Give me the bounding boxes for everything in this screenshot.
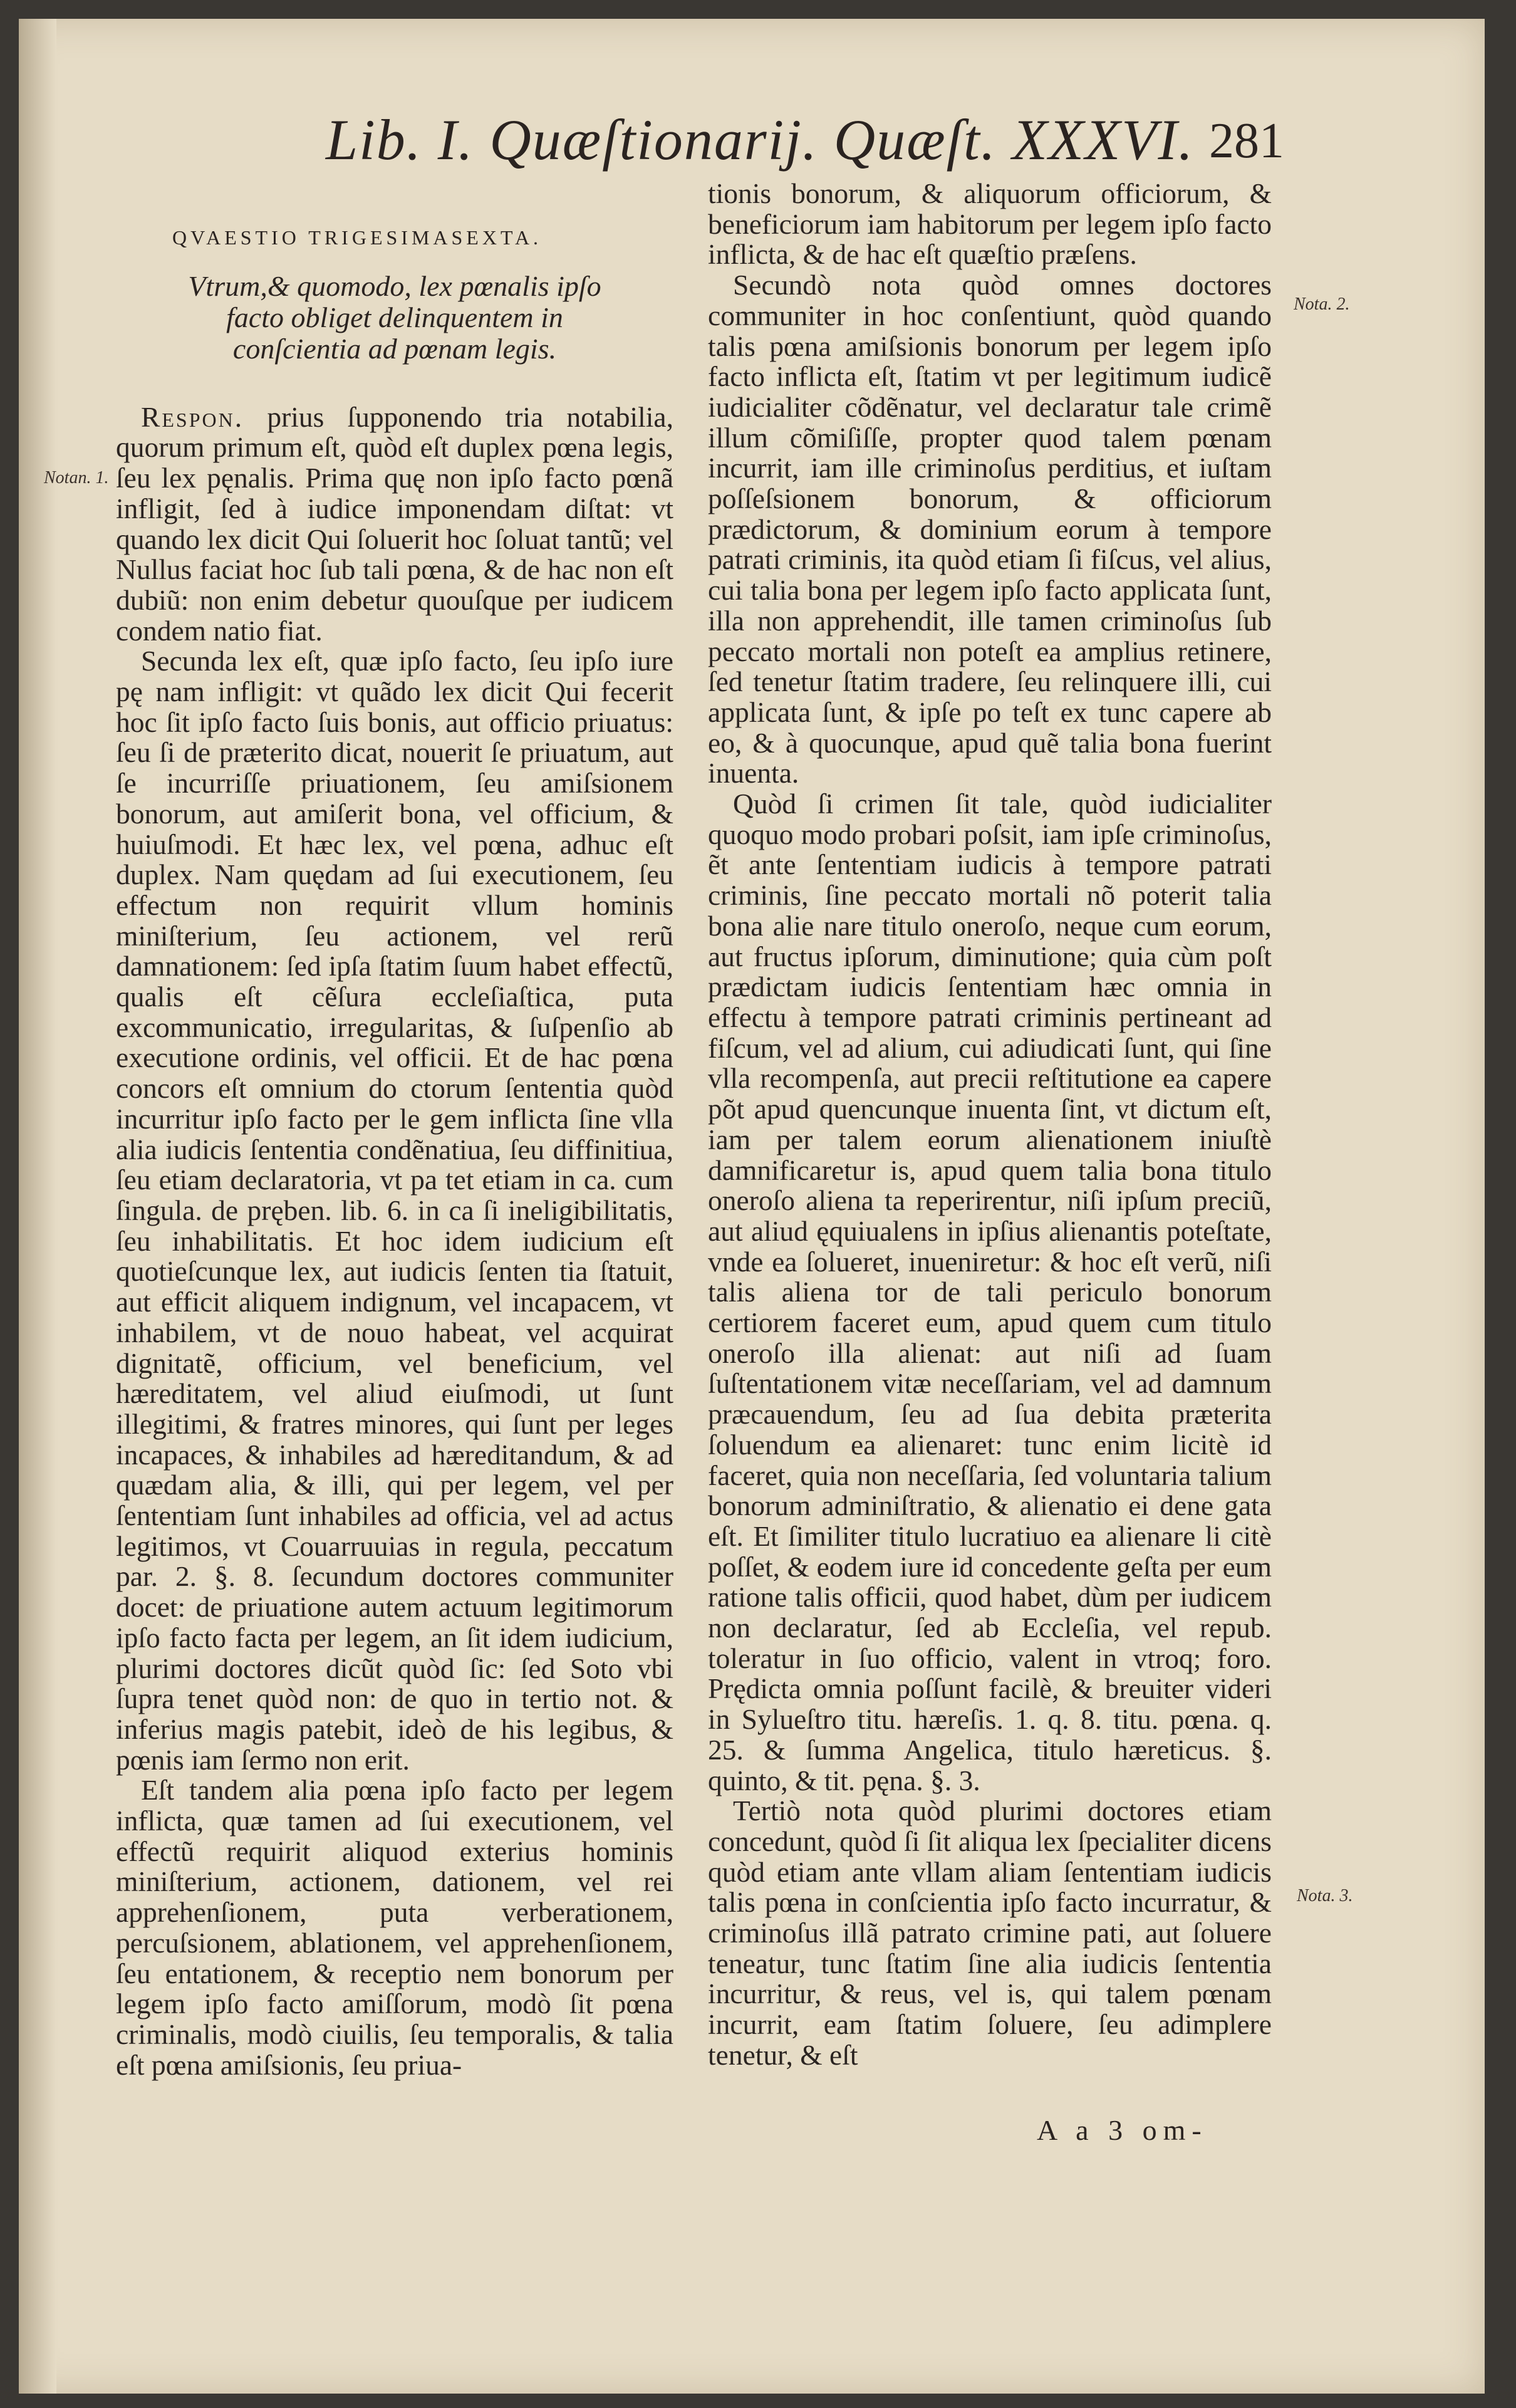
paragraph: Secunda lex eſt, quæ ipſo facto, ſeu ipſo iure pę nam infligit: vt quãdo lex dicit Qui fecerit hoc ſit ipſo facto ſuis bonis, aut officio priuatus: ſeu ſi de præterito dicat, nouerit ſe priuatum, aut ſe incurriſſe priuationem, ſeu amiſsionem bonorum, aut amiſerit bona, vel officium, & huiuſmodi. Et hæc lex, vel pœna, adhuc eſt duplex. Nam quędam ad ſui executionem, ſeu effectum non requirit vllum hominis miniſterium, ſeu actionem, vel rerũ damnationem: ſed ipſa ſtatim ſuum habet effectũ, qualis eſt cẽſura eccleſiaſtica, puta excommunicatio, irregularitas, & ſuſpenſio ab executione ordinis, vel officii. Et de hac pœna concors eſt omnium do ctorum ſententia quòd incurritur ipſo facto per le gem inflicta ſine vlla alia iudicis ſententia condẽnatiua, ſeu diffinitiua, ſeu etiam declaratoria, vt pa tet etiam in ca. cum ſingula. de pręben. lib. 6. in ca ſi ineligibilitatis, ſeu inhabilitatis. Et hoc idem iudicium eſt quotieſcunque lex, aut iudicis ſenten tia ſtatuit, aut efficit aliquem indignum, vel incapacem, vt inhabilem, vt de nouo habeat, vel acquirat dignitatẽ, officium, vel beneficium, vel hæreditatem, vel aliud eiuſmodi, ut ſunt illegitimi, & fratres minores, qui ſunt per leges incapaces, & inhabiles ad hæreditandum, & ad quædam alia, & illi, qui per legem, vel per ſententiam ſunt inhabiles ad officia, vel ad actus legitimos, vt Couarruuias in regula, peccatum par. 2. §. 8. ſecundum doctores communiter docet: de priuatione autem actuum legitimorum ipſo facto facta per legem, an ſit idem iudicium, plurimi doctores dicũt quòd ſic: ſed Soto vbi ſupra tenet quòd non: de quo in tertio not. & inferius magis patebit, ideò de his legibus, & pœnis iam ſermo non erit. xyxy=(116,645,673,1776)
question-heading: QVAESTIO TRIGESIMASEXTA. xyxy=(172,226,543,249)
page-gutter xyxy=(19,19,56,2394)
paragraph: Secundò nota quòd omnes doctores communiter in hoc conſentiunt, quòd quando talis pœna amiſsionis bonorum per legem ipſo facto inflicta eſt, ſtatim vt per legitimum iudicẽ iudicialiter cõdẽnatur, vel declaratur tale crimẽ illum cõmiſiſſe, propter quod talem pœnam incurrit, iam ille criminoſus perditius, et iuſtam poſſeſsionem bonorum, & officiorum prædictorum, & dominium eorum à tempore patrati criminis, ita quòd etiam ſi fiſcus, vel alius, cui talia bona per legem ipſo facto applicata ſunt, illa non apprehendit, ille tamen criminoſus ſub peccato mortali non poteſt ea amplius retinere, ſed tenetur ſtatim tradere, ſeu relinquere illi, cui applicata ſunt, & ipſe po teſt ex tunc capere ab eo, & à quocunque, apud quẽ talia bona fuerint inuenta. xyxy=(708,269,1272,790)
question-subtitle: Vtrum,& quomodo, lex pœnalis ipſo facto obliget delinquentem in conſcientia ad pœnam legis. xyxy=(188,269,601,365)
signature-mark: A a 3 om- xyxy=(1037,2114,1208,2146)
margin-note: Notan. 1. xyxy=(44,468,109,487)
response-lead: Respon. xyxy=(141,400,244,433)
left-column xyxy=(116,179,673,2080)
book-page xyxy=(19,19,1485,2394)
paragraph: Quòd ſi crimen ſit tale, quòd iudicialiter quoquo modo probari poſsit, iam ipſe criminoſus, ẽt ante ſententiam iudicis à tempore patrati criminis, ſine peccato mortali nõ poterit talia bona alie nare titulo oneroſo, neque cum eorum, aut fructus ipſorum, diminutione; quia cùm poſt prædictam iudicis ſententiam hæc omnia in effectu à tempore patrati criminis pertineant ad fiſcum, vel ad alium, cui adiudicati ſunt, qui ſine vlla recompenſa, aut precii reſtitutione ea capere põt apud quencunque inuenta ſint, vt dictum eſt, iam per talem eorum alienationem iniuſtè damnificaretur is, apud quem talia bona titulo oneroſo aliena ta reperirentur, niſi ipſum preciũ, aut aliud ęquiualens in ipſius alienantis poteſtate, vnde ea ſolueret, inueniretur: & hoc eſt verũ, niſi talis aliena tor de tali periculo bonorum certiorem faceret eum, apud quem cum titulo oneroſo illa alienat: aut niſi ad ſuam ſuſtentationem vitæ neceſſariam, vel ad damnum præcauendum, ſeu ad ſua debita præterita ſoluendum ea alienaret: tunc enim licitè id faceret, quia non neceſſaria, ſed voluntaria talium bonorum adminiſtratio, & alienatio ei dene gata eſt. Et ſimiliter titulo lucratiuo ea alienare li citè poſſet, & eodem iure id concedente geſta per eum ratione talis officii, quod habet, dùm per iudicem non declaratur, ſed ab Eccleſia, vel repub. toleratur in ſuo officio, valent in vtroq; foro. Prędicta omnia poſſunt facilè, & breuiter videri in Sylueſtro titu. hæreſis. 1. q. 8. titu. pœna. q. 25. & ſumma Angelica, titulo hæreticus. §. quinto, & tit. pęna. §. 3. xyxy=(708,788,1272,1796)
paragraph: tionis bonorum, & aliquorum officiorum, & beneficiorum iam habitorum per legem ipſo facto inflicta, & de hac eſt quæſtio præſens. xyxy=(708,177,1272,271)
paragraph-text: prius ſupponendo tria notabilia, quorum primum eſt, quòd eſt duplex pœna legis, ſeu lex pęnalis. Prima quę non ipſo facto pœnã infligit, ſed à iudice imponendam diſtat: vt quando lex dicit Qui ſoluerit hoc ſoluat tantũ; vel Nullus faciat hoc ſub tali pœna, & de hac non eſt dubiũ: non enim debetur quouſque per iudicem condem natio fiat. xyxy=(116,400,674,647)
paragraph: Tertiò nota quòd plurimi doctores etiam concedunt, quòd ſi ſit aliqua lex ſpecialiter dicens quòd etiam ante vllam aliam ſententiam iudicis talis pœna in conſcientia ipſo facto incurratur, & criminoſus illã patrato crimine pati, aut ſoluere teneatur, tunc ſtatim ſine alia iudicis ſententia incurritur, & reus, vel is, qui talem pœnam incurrit, eam ſtatim ſoluere, ſeu adimplere tenetur, & eſt xyxy=(708,1795,1272,2071)
margin-note: Nota. 2. xyxy=(1294,294,1350,314)
running-title: Lib. I. Quæſtionarij. Quæſt. XXXVI. xyxy=(326,108,1195,172)
right-column xyxy=(708,179,1272,2071)
page-number: 281 xyxy=(1209,113,1284,169)
margin-note: Nota. 3. xyxy=(1297,1886,1353,1905)
page-header xyxy=(19,107,1485,175)
paragraph xyxy=(116,402,673,647)
paragraph: Eſt tandem alia pœna ipſo facto per legem inflicta, quæ tamen ad ſui executionem, vel effectũ requirit aliquod exterius hominis miniſterium, actionem, dationem, vel rei apprehenſionem, puta verberationem, percuſsionem, ablationem, vel apprehenſionem, ſeu entationem, & receptio nem bonorum per legem ipſo facto amiſſorum, modò ſit pœna criminalis, modò ciuilis, ſeu temporalis, & talia eſt pœna amiſsionis, ſeu priua- xyxy=(116,1774,673,2081)
